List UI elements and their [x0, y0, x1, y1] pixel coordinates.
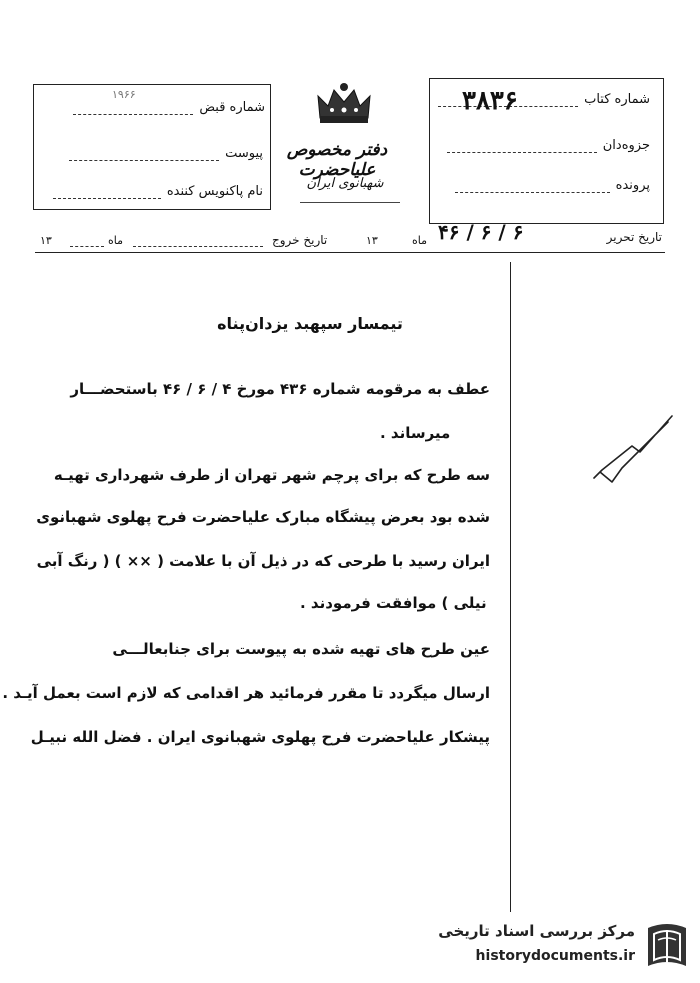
envelope-writer-label: نام پاکنویس کننده: [166, 184, 263, 199]
book-number-value: ۳۸۳۶: [462, 86, 518, 116]
receipt-number-field: [55, 100, 265, 115]
handwritten-check-mark: [588, 412, 678, 492]
receipt-number-label: شماره قبض: [199, 100, 265, 115]
letter-line: شده بود بعرض پیشگاه مبارک علیاحضرت فرح پهلوی شهبانوی: [36, 508, 490, 526]
crown-emblem: [312, 80, 376, 126]
letter-line: ارسال میگردد تا مقرر فرمائید هر اقدامی که لازم است بعمل آیـد .: [2, 684, 490, 702]
file-label: پرونده: [615, 178, 650, 193]
exit-date-line-2: [70, 246, 104, 247]
month-label-1: ماه: [412, 234, 428, 247]
watermark: [412, 918, 697, 978]
watermark-website: historydocuments.ir: [475, 948, 635, 964]
book-number-label: شماره کتاب: [584, 92, 650, 107]
letter-line: عین طرح های تهیه شده به پیوست برای جنابعالـــی: [112, 640, 490, 658]
receipt-stamp: ۱۹۶۶: [112, 88, 136, 101]
letter-line: نیلی ) موافقت فرمودند .: [300, 594, 487, 612]
margin-line: [510, 262, 511, 912]
letter-salutation: تیمسار سپهبد یزدان‌پناه: [217, 314, 403, 333]
office-title: دفتر مخصوص علیاحضرت: [286, 140, 388, 180]
year-prefix-1: ۱۳: [366, 234, 378, 247]
dates-row-line: [35, 252, 665, 253]
book-logo-icon: [640, 918, 694, 974]
file-field: [435, 178, 650, 193]
attachment-field: [53, 146, 263, 161]
exit-date-line: [133, 246, 263, 247]
writing-date-label: تاریخ تحریر: [606, 230, 662, 244]
exit-date-label: تاریخ خروج: [272, 233, 328, 247]
year-prefix-2: ۱۳: [40, 234, 52, 247]
letter-line: پیشکار علیاحضرت فرح پهلوی شهبانوی ایران . فضل الله نبیـل: [30, 728, 490, 746]
watermark-org-name: مرکز بررسی اسناد تاریخی: [438, 922, 635, 940]
subtitle-underline: [300, 202, 400, 203]
month-label-2: ماه: [108, 234, 124, 247]
writing-date-value: ۶ / ۶ / ۴۶: [438, 220, 524, 244]
office-subtitle: شهبانوی ایران: [306, 176, 384, 191]
folder-field: [435, 138, 650, 153]
letter-line: عطف به مرقومه شماره ۴۳۶ مورخ ۴ / ۶ / ۴۶ باستحضـــار: [70, 380, 490, 398]
letter-line: میرساند .: [380, 424, 451, 442]
folder-label: جزوه‌دان: [602, 138, 650, 153]
crown-icon: [312, 80, 376, 126]
attachment-label: پیوست: [225, 146, 263, 161]
envelope-writer-field: [53, 184, 263, 199]
letter-line: ایران رسید با طرحی که در ذیل آن با علامت ( ×× ) ( رنگ آبی: [36, 552, 490, 570]
letter-line: سه طرح که برای پرچم شهر تهران از طرف شهرداری تهیـه: [53, 466, 490, 484]
